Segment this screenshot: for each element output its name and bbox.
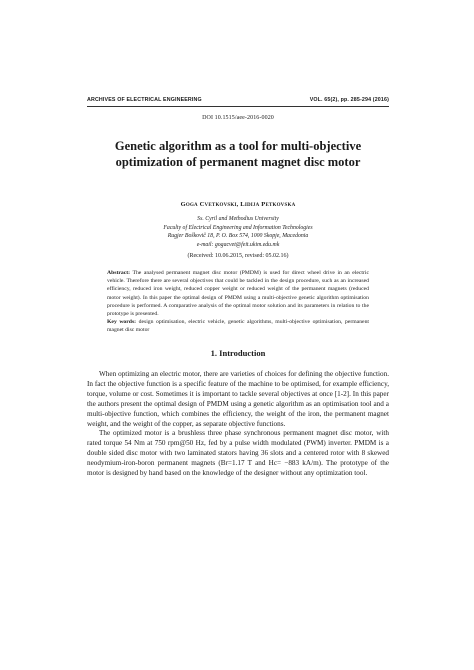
authors: Goga Cvetkovski, Lidija Petkovska (180, 201, 296, 208)
section-heading: 1. Introduction (210, 348, 266, 358)
doi: DOI 10.1515/aee-2016-0020 (202, 115, 274, 121)
journal-name: ARCHIVES OF ELECTRICAL ENGINEERING (87, 97, 202, 103)
affiliation-email: e-mail: gogacvet@feit.ukim.edu.mk (196, 241, 280, 248)
paper-title (87, 138, 389, 170)
introduction-body (87, 370, 389, 479)
keywords (107, 318, 369, 334)
keywords-text: design optimisation, electric vehicle, genetic algorithms, multi-objective optimisation, permanent magnet disc motor (107, 319, 369, 334)
affiliation-faculty: Faculty of Electrical Engineering and Information Technologies (163, 224, 313, 231)
paragraph: The optimized motor is a brushless three phase synchronous permanent magnet disc motor, with rated torque 54 Nm at 750 rpm@50 Hz, fed by a pulse width modulated (PWM) inverter. PMDM is a double sided disc motor with two laminated stators having 36 slots and a centered rotor with 8 skewed neodymium-iron-boron permanent magnets (Br=1.17 T and Hc= −883 kA/m). The prototype of the motor is designed by hand based on the knowledge of the designer without any optimization tool. (87, 429, 389, 478)
affiliation-address: Rugjer Boškovič 18, P. O. Box 574, 1000 Skopje, Macedonia (167, 233, 309, 240)
title-line-2: optimization of permanent magnet disc motor (115, 155, 361, 169)
affiliation (87, 215, 389, 249)
paragraph: When optimizing an electric motor, there are varieties of choices for defining the objective function. In fact the objective function is a specific feature of the machine to be optimised, for example efficiency, torque, volume or cost. Sometimes it is important to tackle several objectives at once [1-2]. In this paper the authors present the optimal design of PMDM using a genetic algorithm as an optimisation tool and a multi-objective function, which combines the efficiency, the weight of the iron, the permanent magnet weight, and the weight of the copper, as separate objective functions. (87, 370, 389, 428)
running-head (87, 97, 389, 103)
title-line-1: Genetic algorithm as a tool for multi-objective (114, 139, 362, 153)
affiliation-university: Ss. Cyril and Methodius University (197, 216, 279, 222)
abstract-label: Abstract: (107, 270, 131, 276)
abstract-body (107, 269, 369, 318)
abstract (107, 269, 369, 335)
keywords-label: Key words: (107, 319, 137, 326)
abstract-text: The analysed permanent magnet disc motor (PMDM) is used for direct wheel drive in an electric vehicle. Therefore there are several objectives that could be tackled in the design procedure, such as an increased efficiency, reduced iron weight, reduced copper weight or reduced weight of the permanent magnets (reduced motor weight). In this paper the optimal design of PMDM using a multi-objective genetic algorithm optimisation procedure is performed. A comparative analysis of the optimal motor solution and its parameters in relation to the prototype is presented. (107, 270, 369, 318)
received-dates: (Received: 10.06.2015, revised: 05.02.16) (187, 253, 289, 259)
header-rule (87, 106, 389, 107)
volume-pages: VOL. 65(2), pp. 285-294 (2016) (309, 97, 389, 103)
